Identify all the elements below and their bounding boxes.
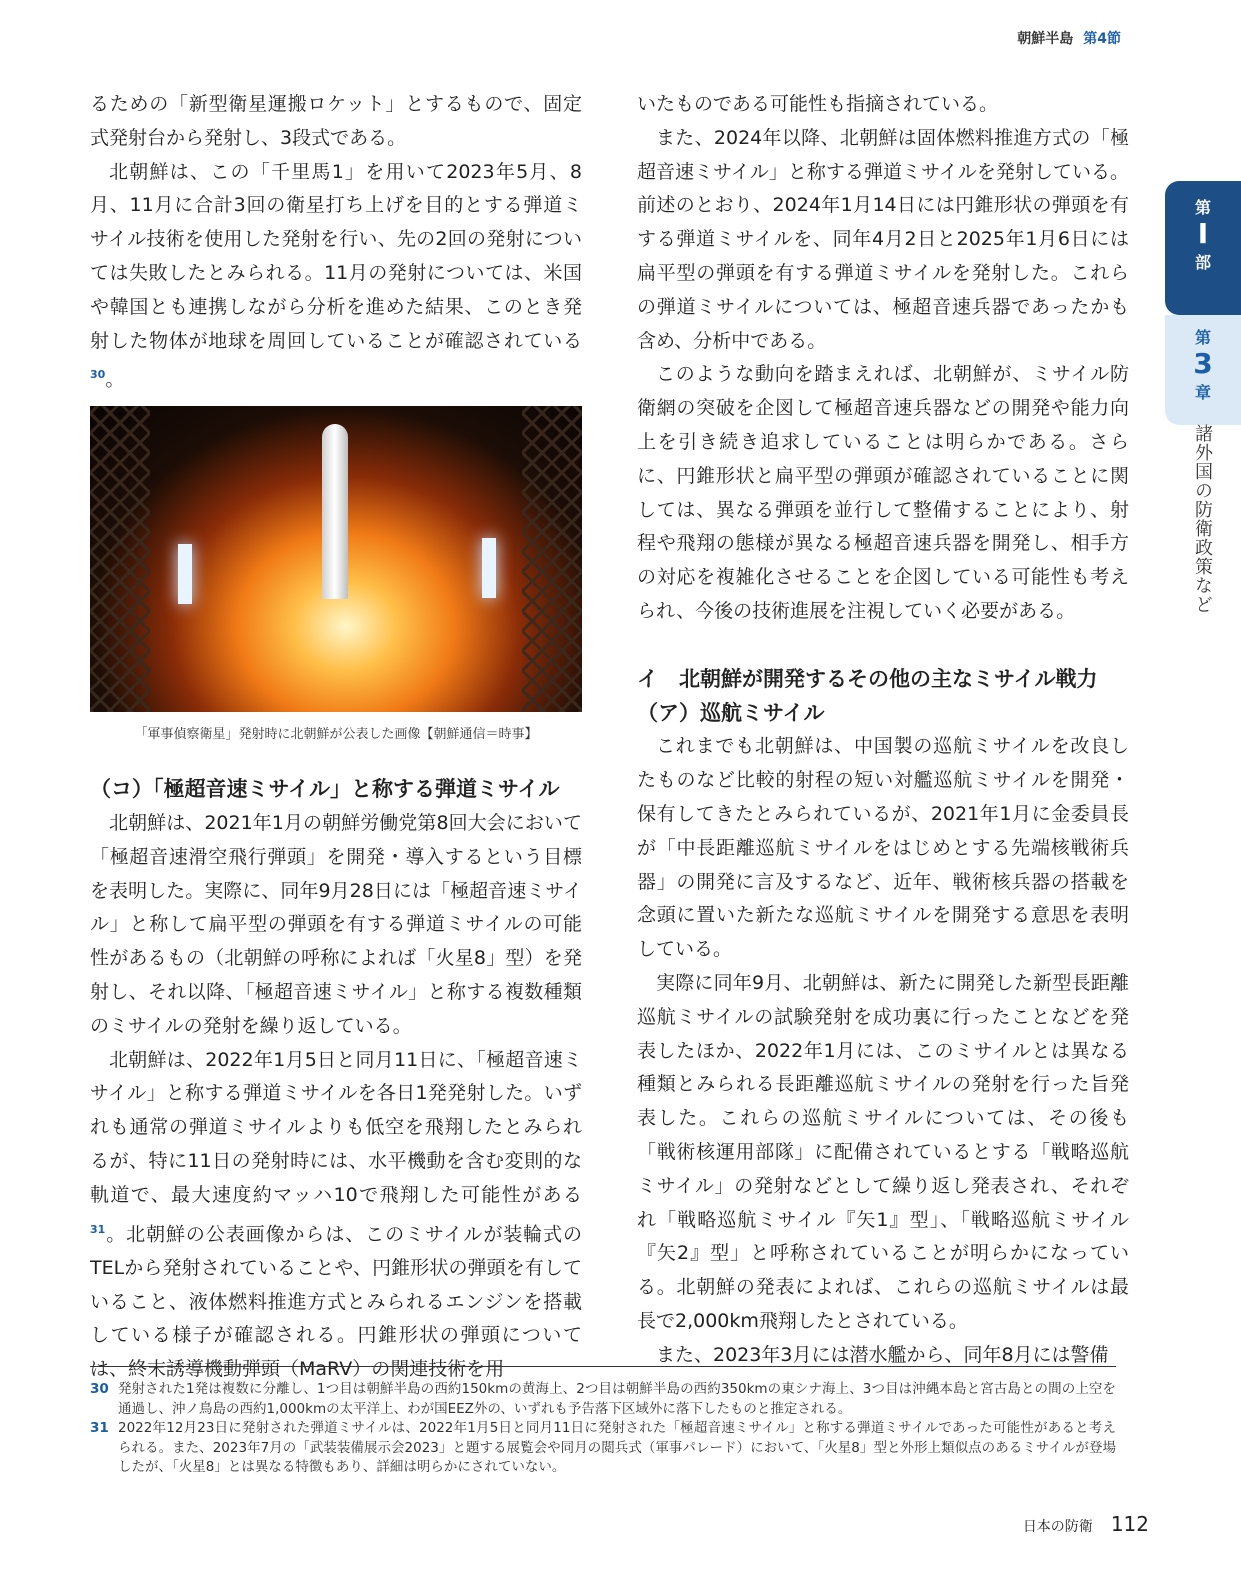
chapter-label: 第 [1194, 328, 1211, 347]
paragraph [90, 1044, 582, 1387]
footnote-number: 31 [90, 1420, 109, 1436]
paragraph: また、2024年以降、北朝鮮は固体燃料推進方式の「極超音速ミサイル」と称する弾道ミサイルを発射している。前述のとおり、2024年1月14日には円錐形状の弾頭を有する弾道ミサイルを、同年4月2日と2025年1月6日には扁平型の弾頭を有する弾道ミサイルを発射した。これらの弾道ミサイルについては、極超音速兵器であったかも含め、分析中である。 [637, 126, 1129, 352]
floodlight [482, 538, 496, 598]
page-number: 112 [1110, 1512, 1149, 1536]
paragraph: また、2023年3月には潜水艦から、同年8月には警備 [656, 1343, 1109, 1366]
footnote-text: 発射された1発は複数に分離し、1つ目は朝鮮半島の西約150kmの黄海上、2つ目は朝鮮半島の西約350kmの東シナ海上、3つ目は沖縄本島と宮古島との間の上空を通過し、沖ノ鳥島の西約1,000kmの太平洋上、わが国EEZ外の、いずれも予告落下区域外に落下したものと推定される。 [118, 1381, 1116, 1417]
paragraph: 北朝鮮は、2021年1月の朝鮮労働党第8回大会において「極超音速滑空飛行弾頭」を開発・導入するという目標を表明した。実際に、同年9月28日には「極超音速ミサイル」と称して扁平型の弾頭を有する弾道ミサイルの可能性があるもの（北朝鮮の呼称によれば「火星8」型）を発射し、それ以降、「極超音速ミサイル」と称する複数種類のミサイルの発射を繰り返している。 [90, 812, 582, 1037]
part-label: 第 [1194, 198, 1211, 217]
spacer [637, 629, 1129, 663]
header-chapter: 朝鮮半島 [1017, 31, 1074, 47]
paragraph: 実際に同年9月、北朝鮮は、新たに開発した新型長距離巡航ミサイルの試験発射を成功裏に行ったことなどを発表したほか、2022年1月には、このミサイルとは異なる種類とみられる長距離巡航ミサイルの発射を行った旨発表した。これらの巡航ミサイルについては、その後も「戦術核運用部隊」に配備されているとする「戦略巡航ミサイル」の発射などとして繰り返し発表され、それぞれ「戦略巡航ミサイル『矢1』型」、「戦略巡航ミサイル『矢2』型」と呼称されていることが明らかになっている。北朝鮮の発表によれば、これらの巡航ミサイルは最長で2,000km飛翔したとされている。 [637, 971, 1129, 1332]
paragraph [90, 156, 582, 398]
chapter-number: 3 [1193, 347, 1213, 380]
footnote-text: 2022年12月23日に発射された弾道ミサイルは、2022年1月5日と同月11日に発射された「極超音速ミサイル」と称する弾道ミサイルであった可能性があると考えられる。また、2023年7月の「武装装備展示会2023」と題する展覧会や同月の閲兵式（軍事パレード）において、「火星8」型と外形上類似点のあるミサイルが登場したが、「火星8」とは異なる特徴もあり、詳細は明らかにされていない。 [118, 1420, 1116, 1475]
chapter-label: 章 [1194, 383, 1211, 402]
section-heading: （コ）「極超音速ミサイル」と称する弾道ミサイル [90, 777, 560, 802]
launch-tower-right [522, 406, 582, 712]
paragraph: これまでも北朝鮮は、中国製の巡航ミサイルを改良したものなど比較的射程の短い対艦巡航ミサイルを開発・保有してきたとみられているが、2021年1月に金委員長が「中長距離巡航ミサイルをはじめとする先端核戦術兵器」の開発に言及するなど、近年、戦術核兵器の搭載を念頭に置いた新たな巡航ミサイルを開発する意思を表明している。 [637, 735, 1129, 961]
chapter-tab-active[interactable] [1165, 315, 1241, 425]
paragraph-text: 。 [105, 368, 125, 391]
rocket-launch-photo [90, 406, 582, 712]
page-footer [1023, 1512, 1149, 1536]
footnote [90, 1419, 1116, 1478]
part-number: I [1197, 217, 1209, 250]
photo-caption: 「軍事偵察衛星」発射時に北朝鮮が公表した画像【朝鮮通信＝時事】 [134, 726, 538, 742]
left-column [90, 88, 582, 1387]
chapter-title-vertical: 諸外国の防衛政策など [1192, 424, 1213, 614]
launch-tower-left [90, 406, 150, 712]
part-label: 部 [1194, 253, 1211, 272]
rocket [322, 424, 348, 599]
footnote-ref-30[interactable]: 30 [90, 368, 106, 382]
floodlight [178, 544, 192, 604]
footnote-divider [90, 1366, 1116, 1367]
footnote-number: 30 [90, 1381, 109, 1397]
paragraph: このような動向を踏まえれば、北朝鮮が、ミサイル防衛網の突破を企図して極超音速兵器などの開発や能力向上を引き続き追求していることは明らかである。さらに、円錐形状と扁平型の弾頭が確認されていることに関しては、異なる弾頭を並行して整備することにより、射程や飛翔の態様が異なる極超音速兵器を開発し、相手方の対応を複雑化させることを企図している可能性も考えられ、今後の技術進展を注視していく必要がある。 [637, 363, 1129, 622]
paragraph-text: 北朝鮮は、2022年1月5日と同月11日に、「極超音速ミサイル」と称する弾道ミサイルを各日1発発射した。いずれも通常の弾道ミサイルよりも低空を飛翔したとみられるが、特に11日の発射時には、水平機動を含む変則的な軌道で、最大速度約マッハ10で飛翔した可能性がある [90, 1048, 582, 1206]
part-tab[interactable] [1165, 181, 1241, 315]
right-column [637, 88, 1129, 1372]
footnote [90, 1380, 1116, 1419]
paragraph-text: 。北朝鮮の公表画像からは、このミサイルが装輪式のTELから発射されていることや、円錐形状の弾頭を有していること、液体燃料推進方式とみられるエンジンを搭載している様子が確認される。円錐形状の弾頭については、終末誘導機動弾頭（MaRV）の関連技術を用 [90, 1222, 582, 1381]
chapter-tab[interactable] [1165, 181, 1241, 425]
footnotes [90, 1380, 1116, 1478]
running-header [1017, 28, 1121, 48]
paragraph: るための「新型衛星運搬ロケット」とするもので、固定式発射台から発射し、3段式である。 [90, 93, 582, 149]
paragraph: いたものである可能性も指摘されている。 [637, 93, 999, 115]
header-section: 第4節 [1083, 31, 1121, 47]
footnote-ref-31[interactable]: 31 [90, 1222, 106, 1236]
footer-title: 日本の防衛 [1022, 1519, 1093, 1535]
paragraph-text: 北朝鮮は、この「千里馬1」を用いて2023年5月、8月、11月に合計3回の衛星打ち上げを目的とする弾道ミサイル技術を使用した発射を行い、先の2回の発射については失敗したとみられる。11月の発射については、米国や韓国とも連携しながら分析を進めた結果、このとき発射した物体が地球を周回していることが確認されている [90, 160, 582, 352]
section-heading: イ 北朝鮮が開発するその他の主なミサイル戦力 [637, 666, 1098, 691]
subsection-heading: （ア）巡航ミサイル [637, 700, 825, 725]
